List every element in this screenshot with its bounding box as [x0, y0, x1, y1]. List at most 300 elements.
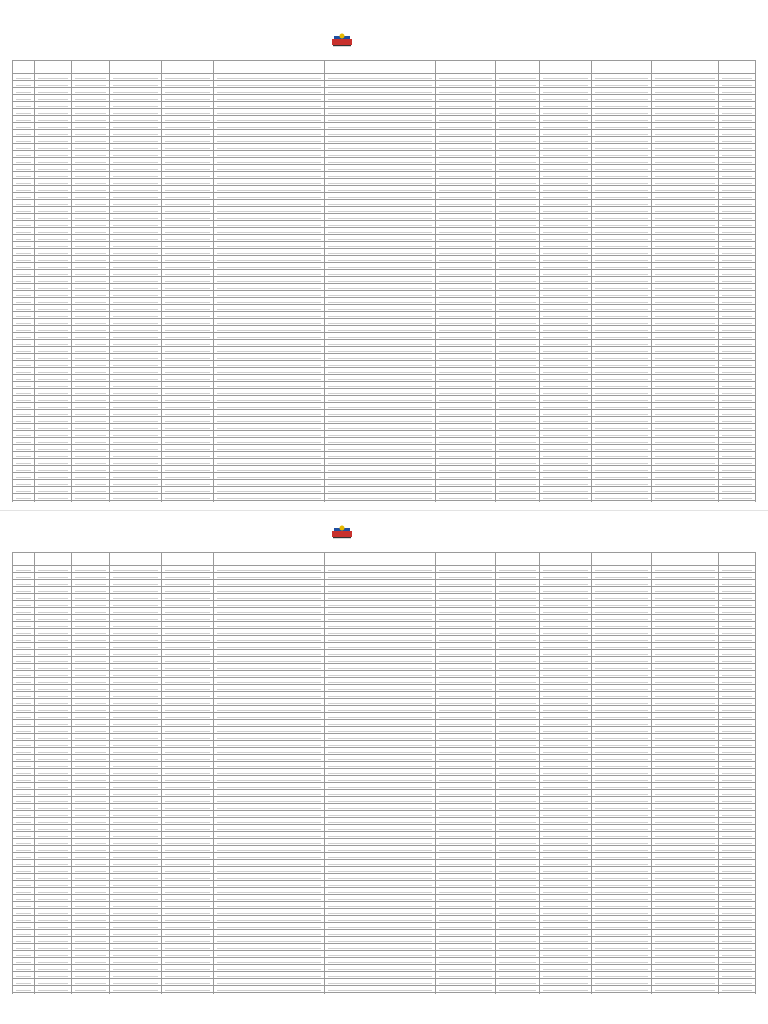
illegible-text: [543, 197, 588, 198]
table-row: [13, 601, 756, 608]
illegible-text: [113, 351, 158, 352]
table-cell: [718, 424, 755, 431]
illegible-text: [113, 577, 158, 578]
table-cell: [592, 979, 651, 986]
table-cell: [72, 580, 109, 587]
illegible-text: [113, 127, 158, 128]
table-cell: [718, 783, 755, 790]
illegible-text: [439, 274, 491, 275]
illegible-text: [217, 955, 321, 956]
table-cell: [35, 818, 72, 825]
illegible-text: [38, 829, 68, 830]
table-cell: [109, 193, 161, 200]
table-cell: [718, 657, 755, 664]
illegible-text: [655, 351, 715, 352]
table-cell: [213, 123, 324, 130]
illegible-text: [655, 281, 715, 282]
table-cell: [651, 354, 718, 361]
table-cell: [651, 200, 718, 207]
illegible-text: [113, 717, 158, 718]
illegible-text: [38, 864, 68, 865]
table-cell: [592, 972, 651, 979]
illegible-text: [113, 414, 158, 415]
illegible-text: [16, 386, 31, 387]
table-cell: [13, 692, 35, 699]
table-cell: [495, 319, 540, 326]
illegible-text: [38, 843, 68, 844]
table-cell: [161, 88, 213, 95]
illegible-text: [75, 92, 105, 93]
illegible-text: [75, 169, 105, 170]
table-cell: [35, 657, 72, 664]
illegible-text: [217, 106, 321, 107]
illegible-text: [165, 857, 210, 858]
illegible-text: [38, 731, 68, 732]
table-cell: [540, 452, 592, 459]
table-cell: [651, 186, 718, 193]
table-cell: [540, 643, 592, 650]
table-cell: [13, 452, 35, 459]
table-row: [13, 74, 756, 81]
illegible-text: [439, 106, 491, 107]
illegible-text: [655, 204, 715, 205]
illegible-text: [655, 703, 715, 704]
illegible-text: [499, 435, 537, 436]
table-cell: [592, 734, 651, 741]
table-cell: [651, 319, 718, 326]
illegible-text: [113, 654, 158, 655]
table-row: [13, 573, 756, 580]
illegible-text: [113, 906, 158, 907]
illegible-text: [543, 414, 588, 415]
table-cell: [109, 130, 161, 137]
table-cell: [325, 74, 436, 81]
table-cell: [213, 179, 324, 186]
table-cell: [718, 501, 755, 503]
illegible-text: [595, 689, 647, 690]
illegible-text: [75, 885, 105, 886]
table-cell: [213, 354, 324, 361]
table-cell: [72, 298, 109, 305]
illegible-text: [328, 498, 432, 499]
table-cell: [13, 354, 35, 361]
illegible-text: [38, 969, 68, 970]
column-header: [718, 61, 755, 74]
illegible-text: [543, 724, 588, 725]
illegible-text: [499, 190, 537, 191]
illegible-text: [655, 456, 715, 457]
table-cell: [213, 375, 324, 382]
illegible-text: [75, 710, 105, 711]
illegible-text: [655, 955, 715, 956]
illegible-text: [328, 421, 432, 422]
table-cell: [436, 867, 495, 874]
illegible-text: [16, 752, 31, 753]
illegible-text: [75, 78, 105, 79]
illegible-text: [655, 654, 715, 655]
table-cell: [436, 650, 495, 657]
table-cell: [540, 706, 592, 713]
illegible-text: [165, 316, 210, 317]
table-cell: [592, 804, 651, 811]
illegible-text: [328, 717, 432, 718]
table-cell: [495, 986, 540, 993]
table-cell: [718, 622, 755, 629]
table-cell: [592, 580, 651, 587]
table-cell: [13, 144, 35, 151]
illegible-text: [217, 141, 321, 142]
illegible-text: [217, 864, 321, 865]
illegible-text: [38, 675, 68, 676]
illegible-text: [328, 976, 432, 977]
table-cell: [540, 888, 592, 895]
table-cell: [161, 622, 213, 629]
illegible-text: [655, 612, 715, 613]
table-cell: [592, 221, 651, 228]
table-cell: [72, 207, 109, 214]
illegible-text: [217, 232, 321, 233]
table-cell: [213, 825, 324, 832]
illegible-text: [595, 990, 647, 991]
table-cell: [495, 902, 540, 909]
table-cell: [495, 361, 540, 368]
illegible-text: [595, 857, 647, 858]
table-cell: [718, 263, 755, 270]
table-cell: [13, 137, 35, 144]
table-cell: [161, 643, 213, 650]
illegible-text: [722, 288, 752, 289]
illegible-text: [439, 864, 491, 865]
table-cell: [35, 685, 72, 692]
table-cell: [35, 221, 72, 228]
table-cell: [13, 389, 35, 396]
illegible-text: [543, 885, 588, 886]
illegible-text: [543, 633, 588, 634]
table-cell: [72, 755, 109, 762]
table-cell: [13, 811, 35, 818]
illegible-text: [75, 295, 105, 296]
table-cell: [651, 368, 718, 375]
table-cell: [651, 438, 718, 445]
table-cell: [718, 235, 755, 242]
table-cell: [436, 755, 495, 762]
table-cell: [325, 95, 436, 102]
illegible-text: [75, 962, 105, 963]
table-cell: [718, 839, 755, 846]
illegible-text: [16, 899, 31, 900]
table-cell: [540, 347, 592, 354]
illegible-text: [543, 710, 588, 711]
illegible-text: [217, 983, 321, 984]
table-cell: [651, 727, 718, 734]
illegible-text: [543, 491, 588, 492]
table-cell: [651, 839, 718, 846]
table-cell: [72, 186, 109, 193]
illegible-text: [655, 498, 715, 499]
table-cell: [651, 130, 718, 137]
table-cell: [436, 74, 495, 81]
table-cell: [35, 242, 72, 249]
illegible-text: [16, 892, 31, 893]
illegible-text: [543, 766, 588, 767]
illegible-text: [328, 766, 432, 767]
table-cell: [495, 580, 540, 587]
illegible-text: [113, 871, 158, 872]
illegible-text: [165, 323, 210, 324]
table-cell: [161, 466, 213, 473]
illegible-text: [439, 689, 491, 690]
table-cell: [651, 466, 718, 473]
table-cell: [213, 965, 324, 972]
table-cell: [718, 601, 755, 608]
table-cell: [213, 685, 324, 692]
illegible-text: [439, 78, 491, 79]
table-cell: [436, 291, 495, 298]
table-cell: [325, 769, 436, 776]
illegible-text: [543, 302, 588, 303]
table-cell: [495, 972, 540, 979]
illegible-text: [75, 246, 105, 247]
table-cell: [213, 762, 324, 769]
illegible-text: [217, 990, 321, 991]
table-cell: [325, 762, 436, 769]
table-cell: [325, 713, 436, 720]
illegible-text: [499, 738, 537, 739]
table-cell: [161, 417, 213, 424]
illegible-text: [38, 85, 68, 86]
illegible-text: [543, 477, 588, 478]
illegible-text: [439, 197, 491, 198]
illegible-text: [543, 941, 588, 942]
illegible-text: [439, 253, 491, 254]
illegible-text: [655, 449, 715, 450]
table-cell: [592, 853, 651, 860]
illegible-text: [113, 801, 158, 802]
illegible-text: [113, 281, 158, 282]
illegible-text: [722, 400, 752, 401]
table-row: [13, 699, 756, 706]
illegible-text: [722, 990, 752, 991]
table-cell: [592, 74, 651, 81]
table-row: [13, 298, 756, 305]
table-row: [13, 566, 756, 573]
table-cell: [213, 818, 324, 825]
table-cell: [35, 930, 72, 937]
illegible-text: [328, 752, 432, 753]
table-cell: [718, 650, 755, 657]
column-header: [718, 553, 755, 566]
table-cell: [161, 354, 213, 361]
table-row: [13, 692, 756, 699]
table-cell: [161, 930, 213, 937]
table-cell: [718, 811, 755, 818]
table-cell: [109, 720, 161, 727]
table-cell: [213, 88, 324, 95]
illegible-text: [722, 183, 752, 184]
illegible-text: [75, 449, 105, 450]
table-cell: [109, 783, 161, 790]
illegible-text: [38, 379, 68, 380]
table-row: [13, 622, 756, 629]
table-cell: [13, 81, 35, 88]
table-cell: [540, 874, 592, 881]
table-cell: [540, 657, 592, 664]
illegible-text: [113, 302, 158, 303]
table-cell: [35, 636, 72, 643]
illegible-text: [595, 274, 647, 275]
illegible-text: [165, 892, 210, 893]
illegible-text: [499, 675, 537, 676]
table-cell: [213, 734, 324, 741]
illegible-text: [595, 661, 647, 662]
illegible-text: [722, 948, 752, 949]
table-cell: [436, 902, 495, 909]
table-cell: [109, 382, 161, 389]
table-row: [13, 123, 756, 130]
table-cell: [325, 965, 436, 972]
table-cell: [325, 424, 436, 431]
table-cell: [651, 846, 718, 853]
illegible-text: [75, 260, 105, 261]
illegible-text: [16, 661, 31, 662]
illegible-text: [165, 969, 210, 970]
table-cell: [540, 123, 592, 130]
illegible-text: [655, 337, 715, 338]
table-cell: [718, 116, 755, 123]
table-row: [13, 895, 756, 902]
table-cell: [325, 284, 436, 291]
library-directory-table: [12, 552, 756, 994]
illegible-text: [328, 927, 432, 928]
table-cell: [540, 487, 592, 494]
illegible-text: [439, 675, 491, 676]
table-cell: [718, 214, 755, 221]
table-cell: [495, 783, 540, 790]
table-cell: [592, 615, 651, 622]
illegible-text: [217, 605, 321, 606]
table-cell: [72, 473, 109, 480]
table-cell: [72, 657, 109, 664]
illegible-text: [217, 913, 321, 914]
table-cell: [718, 270, 755, 277]
table-cell: [436, 895, 495, 902]
illegible-text: [75, 421, 105, 422]
table-cell: [495, 755, 540, 762]
illegible-text: [16, 260, 31, 261]
table-cell: [161, 881, 213, 888]
table-cell: [651, 88, 718, 95]
illegible-text: [328, 484, 432, 485]
illegible-text: [38, 738, 68, 739]
illegible-text: [499, 927, 537, 928]
illegible-text: [722, 885, 752, 886]
illegible-text: [595, 400, 647, 401]
table-cell: [13, 319, 35, 326]
table-cell: [161, 832, 213, 839]
table-cell: [325, 186, 436, 193]
table-cell: [436, 410, 495, 417]
illegible-text: [543, 878, 588, 879]
table-cell: [592, 937, 651, 944]
illegible-text: [499, 801, 537, 802]
table-cell: [161, 81, 213, 88]
table-cell: [651, 144, 718, 151]
illegible-text: [595, 570, 647, 571]
table-cell: [109, 685, 161, 692]
table-cell: [651, 494, 718, 501]
table-cell: [718, 172, 755, 179]
illegible-text: [722, 379, 752, 380]
column-header: [651, 61, 718, 74]
illegible-text: [113, 169, 158, 170]
illegible-text: [328, 689, 432, 690]
table-cell: [13, 937, 35, 944]
table-cell: [495, 951, 540, 958]
table-cell: [109, 566, 161, 573]
table-cell: [495, 298, 540, 305]
table-cell: [13, 74, 35, 81]
illegible-text: [38, 148, 68, 149]
illegible-text: [75, 780, 105, 781]
table-cell: [592, 340, 651, 347]
table-cell: [592, 629, 651, 636]
table-cell: [540, 361, 592, 368]
table-cell: [35, 291, 72, 298]
illegible-text: [217, 794, 321, 795]
table-cell: [495, 720, 540, 727]
illegible-text: [595, 724, 647, 725]
illegible-text: [165, 647, 210, 648]
illegible-text: [217, 379, 321, 380]
table-cell: [72, 109, 109, 116]
table-row: [13, 951, 756, 958]
illegible-text: [595, 78, 647, 79]
illegible-text: [328, 654, 432, 655]
illegible-text: [439, 815, 491, 816]
illegible-text: [75, 647, 105, 648]
table-row: [13, 473, 756, 480]
illegible-text: [16, 358, 31, 359]
table-cell: [72, 256, 109, 263]
illegible-text: [722, 864, 752, 865]
illegible-text: [38, 850, 68, 851]
table-cell: [436, 643, 495, 650]
illegible-text: [16, 218, 31, 219]
table-cell: [436, 172, 495, 179]
table-cell: [109, 741, 161, 748]
table-cell: [161, 242, 213, 249]
illegible-text: [38, 682, 68, 683]
table-cell: [325, 825, 436, 832]
table-cell: [436, 361, 495, 368]
illegible-text: [75, 633, 105, 634]
illegible-text: [595, 899, 647, 900]
table-cell: [718, 902, 755, 909]
table-cell: [13, 361, 35, 368]
illegible-text: [543, 598, 588, 599]
table-cell: [592, 361, 651, 368]
illegible-text: [328, 941, 432, 942]
table-cell: [13, 601, 35, 608]
table-cell: [718, 713, 755, 720]
illegible-text: [165, 759, 210, 760]
table-cell: [161, 403, 213, 410]
illegible-text: [499, 836, 537, 837]
table-cell: [161, 804, 213, 811]
illegible-text: [217, 239, 321, 240]
table-cell: [109, 438, 161, 445]
table-cell: [13, 375, 35, 382]
